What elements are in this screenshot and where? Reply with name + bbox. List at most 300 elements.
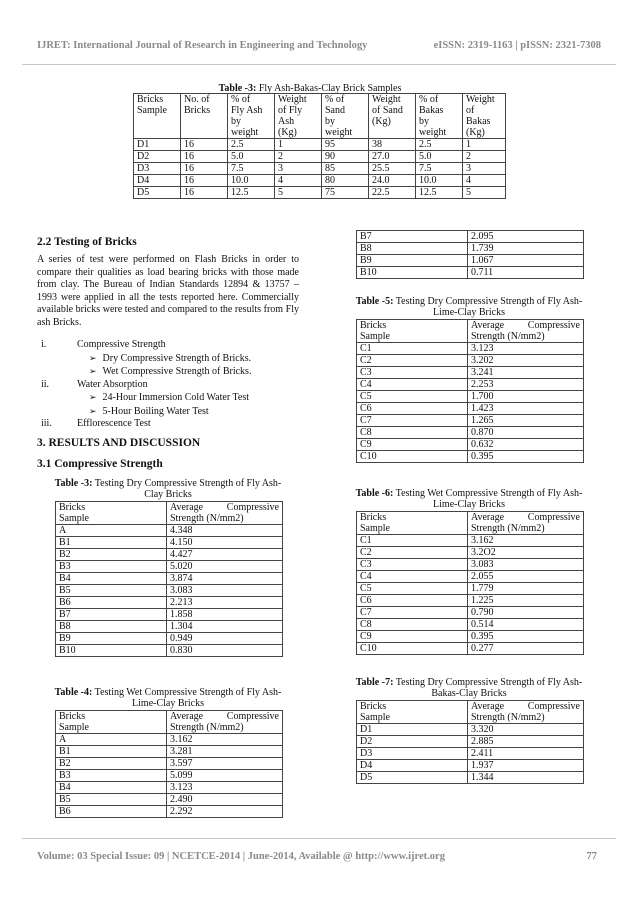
header-line: by [419, 116, 429, 127]
table-cell: 5 [275, 187, 322, 199]
table-row [357, 379, 584, 391]
header-line: Strength (N/mm2) [471, 712, 545, 723]
list-item [37, 418, 299, 431]
strength-cell: 3.597 [167, 758, 283, 770]
strength-cell: 5.099 [167, 770, 283, 782]
header-line: Sample [360, 712, 390, 723]
sample-cell: B10 [357, 267, 468, 279]
list-text: Efflorescence Test [77, 418, 151, 429]
sample-cell: B3 [56, 770, 167, 782]
column-header [56, 502, 167, 525]
sample-cell: B8 [56, 621, 167, 633]
sample-cell: C1 [357, 535, 468, 547]
table5-caption: Table -5: Testing Dry Compressive Strength of Fly Ash- Lime-Clay Bricks [355, 296, 583, 318]
header-line: (Kg) [466, 127, 485, 138]
table-row [357, 355, 584, 367]
table-cell: 2.5 [228, 139, 275, 151]
table-cell: 7.5 [416, 163, 463, 175]
table4-continued [356, 230, 584, 279]
strength-cell: 4.150 [167, 537, 283, 549]
header-line: Sample [59, 513, 89, 524]
header-line: Strength (N/mm2) [170, 722, 244, 733]
table4-caption: Table -4: Testing Wet Compressive Strength of Fly Ash- Lime-Clay Bricks [54, 687, 282, 709]
list-number: i. [41, 339, 47, 350]
list-subitem [37, 391, 299, 405]
column-header [369, 94, 416, 139]
table-row [357, 559, 584, 571]
table-row [56, 806, 283, 818]
header-line: % of [325, 94, 345, 105]
column-header [56, 711, 167, 734]
table-cell: 16 [181, 151, 228, 163]
table-row [56, 794, 283, 806]
header-line: Average Compressive [471, 320, 580, 331]
header-line: of Sand [372, 105, 403, 116]
table-row [357, 243, 584, 255]
page-footer [37, 851, 597, 862]
sample-cell: B3 [56, 561, 167, 573]
table-row [56, 621, 283, 633]
table-row [134, 187, 506, 199]
list-number: iii. [41, 418, 52, 429]
header-line: Ash [278, 116, 295, 127]
page-header [37, 40, 601, 51]
header-line: of [466, 105, 475, 116]
table-row [357, 619, 584, 631]
table-row [357, 403, 584, 415]
section-heading: 2.2 Testing of Bricks [37, 236, 137, 248]
table-row [357, 760, 584, 772]
arrow-bullet-icon: ➢ [89, 366, 97, 376]
table-cell: 7.5 [228, 163, 275, 175]
header-line: Bakas [466, 116, 491, 127]
strength-cell: 3.083 [468, 559, 584, 571]
header-line: Bricks [137, 94, 164, 105]
table-cell: 2.5 [416, 139, 463, 151]
arrow-bullet-icon: ➢ [89, 392, 97, 402]
header-line: Average Compressive [170, 502, 279, 513]
sample-cell: C8 [357, 427, 468, 439]
table-cell: 1 [463, 139, 506, 151]
strength-cell: 1.739 [468, 243, 584, 255]
column-header [275, 94, 322, 139]
header-line: by [231, 116, 241, 127]
sample-cell: B2 [56, 758, 167, 770]
column-header [416, 94, 463, 139]
header-line: Bricks [59, 711, 86, 722]
table-row [56, 770, 283, 782]
table-cell: 12.5 [228, 187, 275, 199]
results-heading: 3. RESULTS AND DISCUSSION [37, 437, 201, 449]
table-row [56, 573, 283, 585]
sample-cell: C7 [357, 415, 468, 427]
column-header [134, 94, 181, 139]
header-line: Average Compressive [471, 512, 580, 523]
sample-cell: B7 [56, 609, 167, 621]
table-row [357, 343, 584, 355]
sample-cell: C4 [357, 379, 468, 391]
table-cell: 38 [369, 139, 416, 151]
table-row [134, 139, 506, 151]
sample-cell: B4 [56, 782, 167, 794]
table3-caption: Table -3: Testing Dry Compressive Strength of Fly Ash- Clay Bricks [54, 478, 282, 500]
strength-cell: 2.411 [468, 748, 584, 760]
table-row [357, 547, 584, 559]
table-cell: 16 [181, 163, 228, 175]
table-cell: 16 [181, 175, 228, 187]
header-row [357, 701, 584, 724]
table-row [357, 391, 584, 403]
strength-cell: 0.514 [468, 619, 584, 631]
list-item [37, 379, 299, 392]
strength-cell: 3.241 [468, 367, 584, 379]
strength-cell: 3.123 [167, 782, 283, 794]
header-line: Sample [360, 331, 390, 342]
sample-cell: B5 [56, 585, 167, 597]
strength-cell: 2.213 [167, 597, 283, 609]
table-row [357, 643, 584, 655]
strength-cell: 1.937 [468, 760, 584, 772]
header-line: Bricks [360, 512, 387, 523]
strength-cell: 0.830 [167, 645, 283, 657]
table-row [357, 724, 584, 736]
footer-rule [22, 838, 616, 839]
strength-cell: 1.858 [167, 609, 283, 621]
list-subtext: 24-Hour Immersion Cold Water Test [102, 392, 249, 403]
table-row [357, 631, 584, 643]
strength-cell: 1.067 [468, 255, 584, 267]
table-cell: 16 [181, 187, 228, 199]
list-subtext: Wet Compressive Strength of Bricks. [102, 366, 252, 377]
table-cell: 1 [275, 139, 322, 151]
strength-cell: 1.779 [468, 583, 584, 595]
column-header [463, 94, 506, 139]
header-line: Bricks [360, 701, 387, 712]
strength-cell: 2.095 [468, 231, 584, 243]
sample-cell: C5 [357, 583, 468, 595]
table-cell: 10.0 [416, 175, 463, 187]
strength-cell: 3.320 [468, 724, 584, 736]
sample-cell: B6 [56, 806, 167, 818]
header-line: weight [325, 127, 353, 138]
issn: eISSN: 2319-1163 | pISSN: 2321-7308 [433, 40, 601, 51]
strength-cell: 1.344 [468, 772, 584, 784]
table-top-caption: Table -3: Fly Ash-Bakas-Clay Brick Samples [218, 83, 402, 94]
table-row [56, 609, 283, 621]
strength-cell: 1.225 [468, 595, 584, 607]
strength-cell: 0.870 [468, 427, 584, 439]
strength-cell: 0.277 [468, 643, 584, 655]
strength-cell: 0.395 [468, 451, 584, 463]
sample-cell: B9 [357, 255, 468, 267]
list-text: Water Absorption [77, 378, 148, 390]
table6-caption: Table -6: Testing Wet Compressive Strength of Fly Ash- Lime-Clay Bricks [355, 488, 583, 510]
strength-cell: 2.292 [167, 806, 283, 818]
sample-cell: C5 [357, 391, 468, 403]
arrow-bullet-icon: ➢ [89, 352, 97, 363]
header-row [56, 502, 283, 525]
header-line: Sand [325, 105, 345, 116]
sample-cell: B10 [56, 645, 167, 657]
table-row [134, 175, 506, 187]
table-row [56, 549, 283, 561]
table-row [357, 595, 584, 607]
strength-cell: 0.711 [468, 267, 584, 279]
table-row [56, 782, 283, 794]
list-subitem [37, 352, 299, 366]
strength-cell: 3.162 [167, 734, 283, 746]
table-row [56, 746, 283, 758]
sample-cell: C6 [357, 595, 468, 607]
table-row [56, 585, 283, 597]
journal-title: IJRET: International Journal of Research in Engineering and Technology [37, 40, 368, 51]
sample-cell: B1 [56, 537, 167, 549]
header-line: % of [419, 94, 439, 105]
column-header [468, 701, 584, 724]
header-line: Weight [372, 94, 401, 105]
strength-cell: 4.427 [167, 549, 283, 561]
sample-cell: D1 [357, 724, 468, 736]
sample-cell: A [56, 525, 167, 537]
header-line: Bricks [184, 105, 211, 116]
table-row [357, 772, 584, 784]
table-cell: 5 [463, 187, 506, 199]
header-line: Fly Ash [231, 105, 263, 116]
header-line: Weight [278, 94, 307, 105]
header-line: weight [231, 127, 259, 138]
table-cell: 22.5 [369, 187, 416, 199]
sample-cell: B2 [56, 549, 167, 561]
table-row [357, 427, 584, 439]
sample-cell: D3 [357, 748, 468, 760]
table-row [56, 561, 283, 573]
table-cell: 85 [322, 163, 369, 175]
table-cell: D4 [134, 175, 181, 187]
sample-cell: A [56, 734, 167, 746]
table-cell: 5.0 [228, 151, 275, 163]
table-row [357, 535, 584, 547]
header-line: (Kg) [278, 127, 297, 138]
header-line: by [325, 116, 335, 127]
table-cell: 12.5 [416, 187, 463, 199]
table7-caption: Table -7: Testing Dry Compressive Strength of Fly Ash- Bakas-Clay Bricks [355, 677, 583, 699]
table-cell: 80 [322, 175, 369, 187]
table-row [134, 151, 506, 163]
strength-cell: 0.395 [468, 631, 584, 643]
page-number: 77 [586, 851, 597, 862]
table-cell: 95 [322, 139, 369, 151]
sample-cell: C4 [357, 571, 468, 583]
table-cell: 25.5 [369, 163, 416, 175]
header-line: Sample [360, 523, 390, 534]
table-cell: 24.0 [369, 175, 416, 187]
strength-cell: 0.949 [167, 633, 283, 645]
table-row [357, 439, 584, 451]
table-row [357, 415, 584, 427]
sample-cell: D5 [357, 772, 468, 784]
sample-cell: C9 [357, 631, 468, 643]
sample-cell: D2 [357, 736, 468, 748]
table-row [56, 537, 283, 549]
table-cell: 16 [181, 139, 228, 151]
column-header [322, 94, 369, 139]
footer-volume: Volume: 03 Special Issue: 09 | NCETCE-2014 | June-2014, Available @ http://www.ijret.org [37, 851, 445, 862]
strength-cell: 2.885 [468, 736, 584, 748]
table7-dry-compressive [356, 700, 584, 784]
strength-cell: 3.162 [468, 535, 584, 547]
sample-cell: C3 [357, 559, 468, 571]
table-cell: 4 [463, 175, 506, 187]
table-row [56, 645, 283, 657]
strength-cell: 3.123 [468, 343, 584, 355]
table-cell: 10.0 [228, 175, 275, 187]
section-paragraph: A series of test were performed on Flash Bricks in order to compare their qualities as load bearing bricks with those made from clay. The Bureau of Indian Standards 12894 & 13757 – 1993 were applied in all the tests reported here. Commercially available bricks were tested and compared to the results from Fly ash Bricks. [37, 254, 299, 328]
sample-cell: C9 [357, 439, 468, 451]
column-header [468, 320, 584, 343]
table-cell: 75 [322, 187, 369, 199]
list-subitem [37, 405, 299, 419]
tests-list [37, 339, 299, 431]
table-cell: 4 [275, 175, 322, 187]
sample-cell: C2 [357, 355, 468, 367]
header-line: Bricks [360, 320, 387, 331]
header-line: Strength (N/mm2) [471, 523, 545, 534]
strength-cell: 1.304 [167, 621, 283, 633]
table-row [357, 367, 584, 379]
strength-cell: 3.2O2 [468, 547, 584, 559]
table-cell: 5.0 [416, 151, 463, 163]
table4-wet-compressive [55, 710, 283, 818]
sample-cell: B4 [56, 573, 167, 585]
strength-cell: 1.423 [468, 403, 584, 415]
list-subitem [37, 365, 299, 379]
strength-cell: 1.700 [468, 391, 584, 403]
strength-cell: 0.632 [468, 439, 584, 451]
sample-cell: B9 [56, 633, 167, 645]
header-row [56, 711, 283, 734]
header-line: Average Compressive [170, 711, 279, 722]
list-number: ii. [41, 378, 50, 390]
column-header [357, 701, 468, 724]
header-rule [22, 64, 616, 65]
column-header [228, 94, 275, 139]
sample-cell: C1 [357, 343, 468, 355]
strength-cell: 3.874 [167, 573, 283, 585]
header-row [357, 512, 584, 535]
table-row [56, 758, 283, 770]
table-row [357, 736, 584, 748]
table-cell: D3 [134, 163, 181, 175]
table-row [357, 571, 584, 583]
table-row [357, 255, 584, 267]
table-row [357, 607, 584, 619]
strength-cell: 3.202 [468, 355, 584, 367]
strength-cell: 0.790 [468, 607, 584, 619]
sample-cell: C3 [357, 367, 468, 379]
strength-cell: 4.348 [167, 525, 283, 537]
sample-cell: C6 [357, 403, 468, 415]
table-row [357, 267, 584, 279]
sample-cell: D4 [357, 760, 468, 772]
sample-cell: C2 [357, 547, 468, 559]
header-line: Strength (N/mm2) [471, 331, 545, 342]
sample-cell: B7 [357, 231, 468, 243]
column-header [468, 512, 584, 535]
table-cell: 3 [275, 163, 322, 175]
column-header [181, 94, 228, 139]
table3-dry-compressive [55, 501, 283, 657]
strength-cell: 5.020 [167, 561, 283, 573]
list-item [37, 339, 299, 352]
sample-cell: C10 [357, 643, 468, 655]
header-line: (Kg) [372, 116, 391, 127]
list-subtext: Dry Compressive Strength of Bricks. [102, 352, 252, 364]
column-header [167, 502, 283, 525]
table-row [357, 748, 584, 760]
table6-wet-compressive [356, 511, 584, 655]
table-row [56, 597, 283, 609]
table-cell: D1 [134, 139, 181, 151]
sample-cell: C8 [357, 619, 468, 631]
sample-cell: B8 [357, 243, 468, 255]
table-cell: 90 [322, 151, 369, 163]
strength-cell: 1.265 [468, 415, 584, 427]
header-line: Bricks [59, 502, 86, 513]
fly-ash-bakas-table [133, 93, 506, 199]
sample-cell: C10 [357, 451, 468, 463]
table5-dry-compressive [356, 319, 584, 463]
list-text: Compressive Strength [77, 339, 166, 350]
table-row [134, 163, 506, 175]
table-cell: 2 [463, 151, 506, 163]
sample-cell: C7 [357, 607, 468, 619]
header-line: No. of [184, 94, 210, 105]
header-line: Strength (N/mm2) [170, 513, 244, 524]
header-line: % of [231, 94, 251, 105]
strength-cell: 3.083 [167, 585, 283, 597]
column-header [357, 512, 468, 535]
header-line: Average Compressive [471, 701, 580, 712]
header-line: of Fly [278, 105, 303, 116]
strength-cell: 2.490 [167, 794, 283, 806]
column-header [167, 711, 283, 734]
strength-cell: 2.253 [468, 379, 584, 391]
header-line: Weight [466, 94, 495, 105]
table-row [56, 633, 283, 645]
table-row [357, 231, 584, 243]
table-row [357, 451, 584, 463]
header-line: Sample [59, 722, 89, 733]
strength-cell: 3.281 [167, 746, 283, 758]
sample-cell: B5 [56, 794, 167, 806]
sample-cell: B1 [56, 746, 167, 758]
table-cell: 3 [463, 163, 506, 175]
table-cell: 27.0 [369, 151, 416, 163]
table-cell: D2 [134, 151, 181, 163]
table-row [357, 583, 584, 595]
arrow-bullet-icon: ➢ [89, 405, 97, 416]
list-subtext: 5-Hour Boiling Water Test [102, 405, 209, 417]
sample-cell: B6 [56, 597, 167, 609]
table-row [56, 525, 283, 537]
strength-cell: 2.055 [468, 571, 584, 583]
compressive-heading: 3.1 Compressive Strength [37, 458, 163, 470]
table-cell: D5 [134, 187, 181, 199]
header-line: Sample [137, 105, 167, 116]
header-row [357, 320, 584, 343]
table-cell: 2 [275, 151, 322, 163]
column-header [357, 320, 468, 343]
